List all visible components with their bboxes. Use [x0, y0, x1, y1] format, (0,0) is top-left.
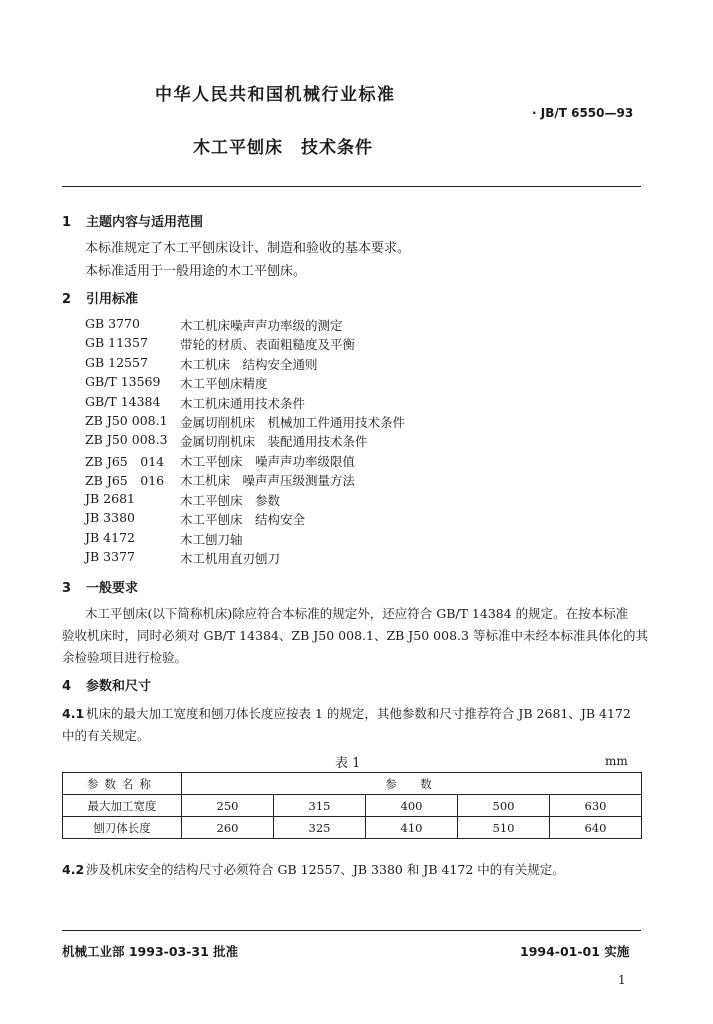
- section-1-line-2: 本标准适用于一般用途的木工平刨床。: [85, 264, 307, 279]
- reference-code: JB 3377: [85, 549, 135, 564]
- table-cell: 400: [366, 795, 458, 817]
- standard-organization: 中华人民共和国机械行业标准: [155, 85, 396, 105]
- reference-code: JB 4172: [85, 530, 135, 545]
- section-number: 1: [62, 215, 72, 230]
- table-cell: 500: [458, 795, 550, 817]
- table-cell: 250: [182, 795, 274, 817]
- clause-number: 4.1: [62, 706, 85, 721]
- section-4-heading: [62, 675, 151, 694]
- table-cell: 630: [550, 795, 642, 817]
- reference-name: 木工机床噪声声功率级的测定: [180, 318, 343, 333]
- table-unit: mm: [605, 754, 628, 768]
- clause-text: 机床的最大加工宽度和刨刀体长度应按表 1 的规定，其他参数和尺寸推荐符合 JB 2681、JB 4172: [86, 706, 631, 721]
- reference-name: 金属切削机床 装配通用技术条件: [180, 434, 368, 449]
- reference-name: 带轮的材质、表面粗糙度及平衡: [180, 337, 356, 352]
- reference-name: 木工机床 结构安全通则: [180, 357, 318, 372]
- section-number: 4: [62, 679, 72, 694]
- clause-number: 4.2: [62, 862, 85, 877]
- reference-name: 木工平刨床 参数: [180, 493, 281, 508]
- reference-code: ZB J65 014: [85, 454, 165, 469]
- section-3-heading: [62, 577, 138, 596]
- section-1-line-1: 本标准规定了木工平刨床设计、制造和验收的基本要求。: [85, 241, 411, 256]
- table-row: [63, 817, 642, 839]
- document-title: 木工平刨床 技术条件: [193, 138, 373, 158]
- reference-name: 金属切削机床 机械加工件通用技术条件: [180, 415, 406, 430]
- parameter-table: [62, 772, 642, 839]
- clause-4-1-line-2: 中的有关规定。: [62, 728, 150, 743]
- clause-text: 涉及机床安全的结构尺寸必须符合 GB 12557、JB 3380 和 JB 4172 中的有关规定。: [86, 862, 565, 877]
- reference-name: 木工机用直刃刨刀: [180, 551, 281, 566]
- section-1-heading: [62, 211, 203, 230]
- reference-code: GB 12557: [85, 355, 148, 370]
- effective-date: 1994-01-01 实施: [520, 944, 630, 959]
- reference-code: GB/T 13569: [85, 374, 161, 389]
- reference-name: 木工平刨床 结构安全: [180, 512, 306, 527]
- section-3-line-1: 木工平刨床(以下简称机床)除应符合本标准的规定外，还应符合 GB/T 14384 的规定。在按本标准: [85, 606, 629, 621]
- section-number: 2: [62, 292, 72, 307]
- reference-code: JB 2681: [85, 491, 135, 506]
- reference-name: 木工平刨床 噪声声功率级限值: [180, 454, 356, 469]
- reference-code: GB 11357: [85, 335, 148, 350]
- table-cell: 410: [366, 817, 458, 839]
- reference-code: JB 3380: [85, 510, 135, 525]
- header-divider: [62, 186, 641, 187]
- clause-4-2: [62, 860, 565, 878]
- reference-code: GB 3770: [85, 316, 140, 331]
- reference-name: 木工机床通用技术条件: [180, 396, 306, 411]
- reference-name: 木工刨刀轴: [180, 532, 243, 547]
- section-title: 引用标准: [86, 292, 139, 307]
- row-label: 刨刀体长度: [63, 817, 182, 839]
- table-header-label: 参数名称: [63, 773, 182, 795]
- reference-name: 木工机床 噪声声压级测量方法: [180, 473, 356, 488]
- table-caption: 表 1: [335, 756, 361, 771]
- table-cell: 510: [458, 817, 550, 839]
- section-title: 参数和尺寸: [86, 679, 152, 694]
- section-2-heading: [62, 288, 138, 307]
- reference-code: ZB J65 016: [85, 473, 165, 488]
- row-label: 最大加工宽度: [63, 795, 182, 817]
- reference-name: 木工平刨床精度: [180, 376, 268, 391]
- table-cell: 260: [182, 817, 274, 839]
- approval-line: 机械工业部 1993-03-31 批准: [62, 944, 239, 959]
- standard-code: · JB/T 6550—93: [532, 106, 634, 120]
- table-header-values: 参 数: [182, 773, 642, 795]
- reference-code: ZB J50 008.1: [85, 413, 168, 428]
- page-number: 1: [618, 973, 626, 987]
- table-cell: 325: [274, 817, 366, 839]
- section-3-line-3: 余检验项目进行检验。: [62, 650, 188, 665]
- clause-4-1-line-1: [62, 704, 631, 722]
- table-header-row: [63, 773, 642, 795]
- reference-code: GB/T 14384: [85, 394, 161, 409]
- section-number: 3: [62, 581, 72, 596]
- section-title: 主题内容与适用范围: [86, 215, 204, 230]
- table-cell: 315: [274, 795, 366, 817]
- section-title: 一般要求: [86, 581, 139, 596]
- section-3-line-2: 验收机床时，同时必须对 GB/T 14384、ZB J50 008.1、ZB J50 008.3 等标准中未经本标准具体化的其: [62, 628, 648, 643]
- footer-divider: [62, 930, 641, 931]
- table-cell: 640: [550, 817, 642, 839]
- reference-code: ZB J50 008.3: [85, 432, 168, 447]
- table-row: [63, 795, 642, 817]
